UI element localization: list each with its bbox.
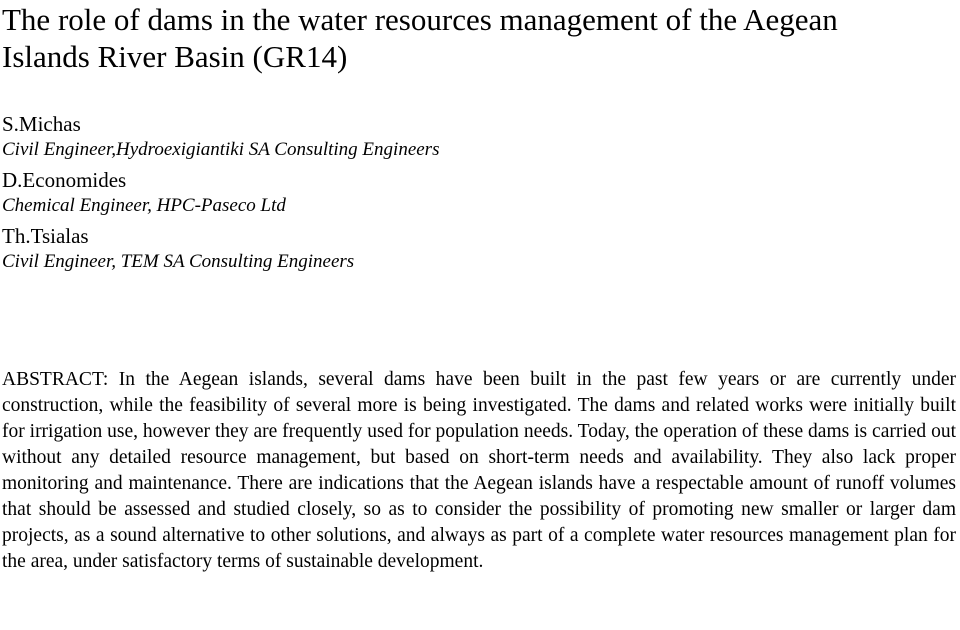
author-block: [2, 167, 956, 219]
author-affiliation: Civil Engineer, TEM SA Consulting Engineers: [2, 251, 355, 272]
paper-title: [2, 0, 956, 75]
author-name: Th.Tsialas: [2, 224, 89, 248]
author-block: [2, 223, 956, 275]
paper-title-line-1: The role of dams in the water resources management of the Aegean: [2, 2, 838, 37]
paper-title-line-2: Islands River Basin (GR14): [2, 39, 348, 74]
author-name: S.Michas: [2, 112, 81, 136]
author-name: D.Economides: [2, 168, 127, 192]
author-affiliation: Civil Engineer,Hydroexigiantiki SA Consulting Engineers: [2, 139, 440, 160]
abstract-text: ABSTRACT: In the Aegean islands, several dams have been built in the past few years or are currently under construction, while the feasibility of several more is being investigated. The dams and related works were initially built for irrigation use, however they are frequently used for population needs. Today, the operation of these dams is carried out without any detailed resource management, but based on short-term needs and availability. They also lack proper monitoring and maintenance. There are indications that the Aegean islands have a respectable amount of runoff volumes that should be assessed and studied closely, so as to consider the possibility of promoting new smaller or larger dam projects, as a sound alternative to other solutions, and always as part of a complete water resources management plan for the area, under satisfactory terms of sustainable development.: [2, 369, 956, 572]
author-affiliation: Chemical Engineer, HPC-Paseco Ltd: [2, 195, 286, 216]
author-list: [2, 111, 956, 275]
author-block: [2, 111, 956, 163]
